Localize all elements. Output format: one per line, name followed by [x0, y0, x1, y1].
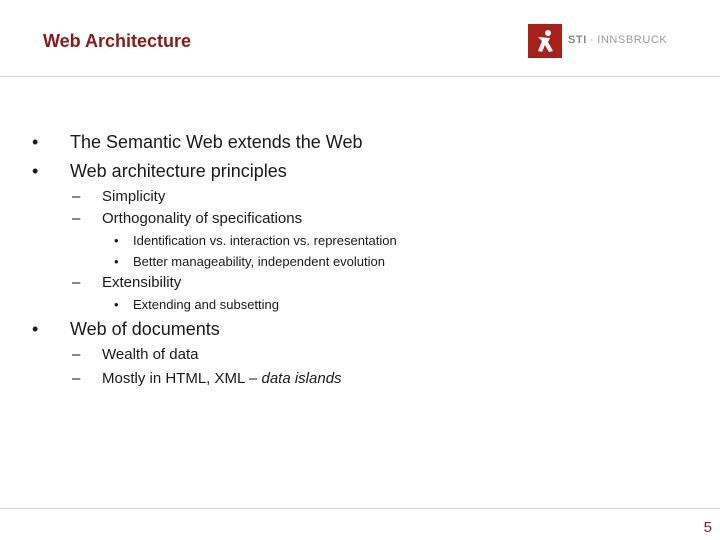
logo-wordmark	[568, 34, 667, 46]
bullet-item	[32, 319, 220, 340]
bullet-marker: •	[32, 132, 39, 152]
bullet-item	[32, 132, 363, 153]
bullet-item	[32, 161, 287, 182]
dash-marker: –	[72, 188, 81, 205]
logo-place: INNSBRUCK	[597, 34, 668, 46]
sti-logo-mark-icon	[528, 24, 562, 58]
bullet-marker: •	[114, 254, 119, 269]
bullet-marker: •	[32, 319, 39, 339]
sub-bullet-item	[72, 188, 166, 205]
bullet-text: Extending and subsetting	[133, 297, 279, 312]
dash-marker: –	[72, 370, 81, 387]
bullet-text: Simplicity	[102, 188, 166, 205]
header-divider	[0, 76, 720, 77]
bullet-text: Mostly in HTML, XML –	[102, 370, 262, 387]
bullet-marker: •	[114, 297, 119, 312]
emphasis-text: data islands	[261, 370, 342, 387]
logo-separator: ·	[589, 34, 595, 46]
bullet-text: Wealth of data	[102, 346, 199, 363]
sub-sub-bullet-item	[114, 254, 385, 269]
sub-bullet-item	[72, 346, 199, 363]
bullet-marker: •	[114, 233, 119, 248]
footer-divider	[0, 508, 720, 509]
bullet-text: Web of documents	[70, 319, 220, 339]
bullet-marker: •	[32, 161, 39, 181]
sub-bullet-item	[72, 370, 342, 387]
bullet-text: The Semantic Web extends the Web	[70, 132, 363, 152]
page-number: 5	[703, 519, 712, 536]
bullet-text: Better manageability, independent evolution	[133, 254, 385, 269]
bullet-text: Orthogonality of specifications	[102, 210, 303, 227]
bullet-text: Extensibility	[102, 274, 182, 291]
dash-marker: –	[72, 210, 81, 227]
sub-bullet-item	[72, 274, 182, 291]
dash-marker: –	[72, 346, 81, 363]
bullet-text: Identification vs. interaction vs. representation	[133, 233, 397, 248]
sub-bullet-item	[72, 210, 303, 227]
bullet-text: Web architecture principles	[70, 161, 287, 181]
sub-sub-bullet-item	[114, 233, 397, 248]
logo-brand: STI	[568, 34, 587, 46]
sub-sub-bullet-item	[114, 297, 279, 312]
slide-title: Web Architecture	[43, 31, 192, 51]
dash-marker: –	[72, 274, 81, 291]
